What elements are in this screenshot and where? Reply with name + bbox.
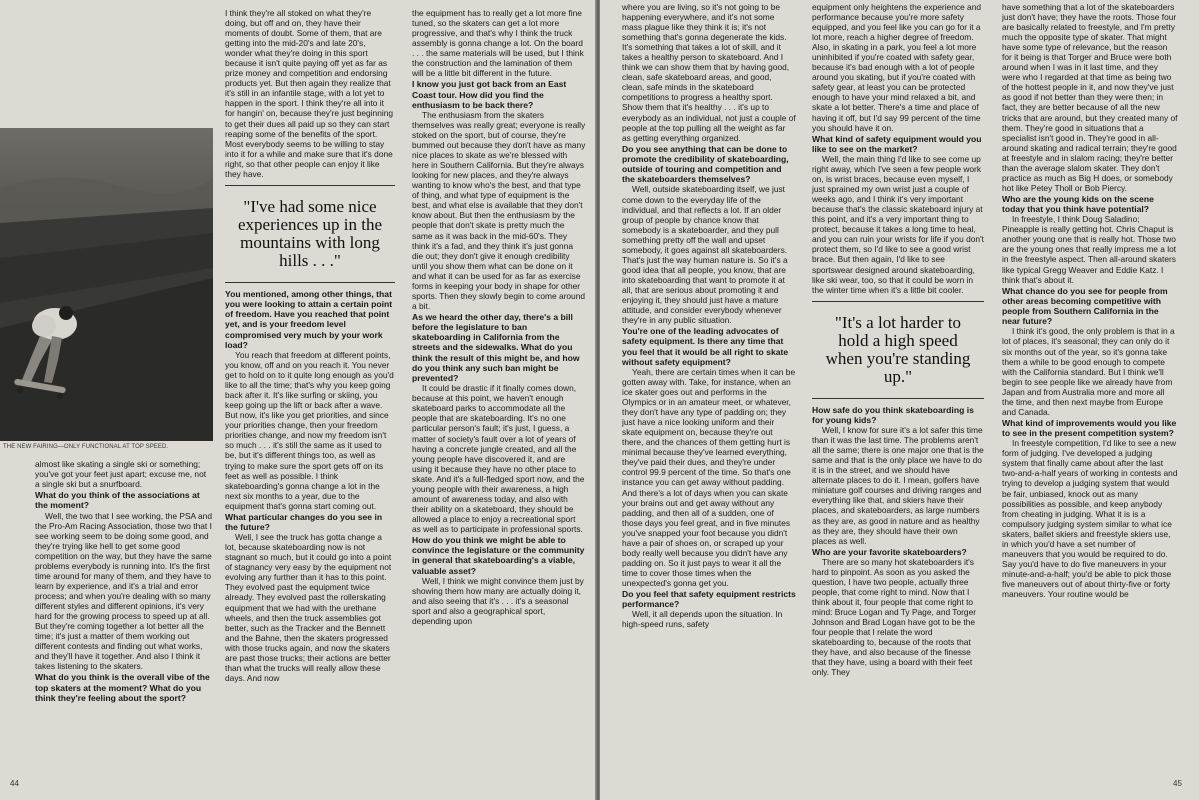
interview-paragraph: Well, I see the truck has gotta change a lot, because skateboarding now is not stagnant so much, but it could go into a point of stagnancy very easy by the equipment not evolving any further than it has to this point. They evolved past the equipment twice already. They evolved past the rollerskating equipment that we had with the urethane wheels, and then the truck assemblies got better, such as the Tracker and the Bennett and the Bahne, then the skaters progressed with those trucks again, and now the skaters are past those trucks; their actions are better than what the trucks will really allow these days. And now xyxy=(225,532,392,683)
interview-question: Who are the young kids on the scene today that you think have potential? xyxy=(1002,193,1154,215)
right-column-1 xyxy=(622,2,796,629)
interview-paragraph: Well, it all depends upon the situation. In high-speed runs, safety xyxy=(622,609,783,630)
left-column-2 xyxy=(225,8,395,683)
interview-question: What particular changes do you see in the future? xyxy=(225,511,383,532)
page-number-right: 45 xyxy=(1173,779,1182,788)
interview-question: What do you think is the overall vibe of the top skaters at the moment? What do you think they're feeling about the sport? xyxy=(35,672,210,703)
left-column-2-top xyxy=(225,8,395,179)
interview-paragraph: Well, the two that I see working, the PSA and the Pro-Am Racing Association, those two that I see working seem to be doing some good, and they're trying like hell to get some good competition on the way, but they have the same problems everybody is running into. It's the first time around for many of them, and they have to learn by experience, and it's a trial and error process; and when you're dealing with so many different styles and different opinions, it's very hard for the growing process to speed up at all. But they're coming together a lot better all the time; it's just a matter of them working out different contests and finding out what works, and they'll have it together. And also I think it takes listening to the skaters. xyxy=(35,510,212,672)
page-number-left: 44 xyxy=(10,779,19,788)
interview-paragraph: the equipment has to really get a lot more fine tuned, so the skaters can get a lot more progressive, and that's why I think the truck assembly is gonna change a lot. On the board . . . the same materials will be used, but I think the construction and the lamination of them will be a little bit different in the future. xyxy=(412,8,584,79)
left-column-3 xyxy=(412,8,586,626)
interview-paragraph: It could be drastic if it finally comes down, because at this point, we haven't enough skateboard parks to accommodate all the people that are skateboarding. It's no one particular person's fault; it's just, I guess, a matter of society's fault over a lot of years of having a concrete jungle created, and all the young people have discovered it, and are using it because they have no other place to skate. And it's a full-fledged sport now, and the young people with their awareness, a high amount of awareness today, and also with their ability on a skateboard, they should be allowed a place to enjoy a recreational sport as well as to participate in professional sports. xyxy=(412,383,585,534)
interview-question: What kind of safety equipment would you like to see on the market? xyxy=(812,133,982,154)
left-page xyxy=(0,0,596,800)
photo-caption: THE NEW FAIRING—ONLY FUNCTIONAL AT TOP SPEED. xyxy=(3,444,169,450)
pull-quote-left: "I've had some nice experiences up in the mountains with long hills . . ." xyxy=(225,185,395,283)
interview-paragraph: There are so many hot skateboarders it's hard to pinpoint. As soon as you asked the question, I have two people, actually three people, that come right to mind. Now that I think about it, four people that come right to mind: Bruce Logan and Ty Page, and Torger Johnson and Brad Logan have got to be the four people that I relate the word skateboarding to, because of the roots that they have, and also because of the finesse that they have, using a board with their feet only. They xyxy=(812,556,977,678)
pull-quote-right: "It's a lot harder to hold a high speed when you're standing up." xyxy=(812,301,984,399)
interview-question: Do you feel that safety equipment restricts performance? xyxy=(622,588,796,610)
interview-question: Who are your favorite skateboarders? xyxy=(812,546,967,557)
interview-question: How do you think we might be able to convince the legislature or the community in general that skateboarding's a viable, valuable asset? xyxy=(412,535,585,576)
interview-question: You're one of the leading advocates of safety equipment. Is there any time that you feel that it would be all right to skate without safety equipment? xyxy=(622,326,789,367)
interview-question: How safe do you think skateboarding is for young kids? xyxy=(812,404,974,425)
interview-paragraph: Yeah, there are certain times when it can be gotten away with. Take, for instance, when an ice skater goes out and performs in the Olympics or in an amateur meet, or whatever, they don't have any type of padding on; they just have a nice looking uniform and their skate equipment on, because they're out there, and the chances of them getting hurt is minimal because they've learned everything, they've paid their dues, and they're under control 99.9 percent of the time. So that's one instance you can get away without padding. And there's a lot of days when you can skate your brains out and get away without any padding, and then all of a sudden, one of those days you feel great, and in five minutes you've snapped your foot because you didn't have a pair of shoes on, or scraped up your body really well because you didn't have any padding on. So it just pays to wear it all the time to cover those times when the unexpected's gonna get you. xyxy=(622,366,796,588)
interview-paragraph: I think they're all stoked on what they're doing, but off and on, they have their moments of doubt. Some of them, that are getting into the mid-20's and late 20's, wonder what they're doing in this sport because it isn't quite paying off yet as far as prize money and competition and endorsing products yet. But then again they realize that it's still in an infantile stage, with a lot yet to happen in the sport. I think they're all into it for hangin' on, because they're just beginning to get their dues all paid up so they can start reaping some of the benefits of the sport. Most everybody seems to be willing to stay into it for a while and make sure that it's done right, so that other people can enjoy it like they have. xyxy=(225,8,394,179)
interview-paragraph: I think it's good, the only problem is that in a lot of places, it's seasonal; they can only do it six months out of the year, so it's gonna take them a while to be good enough to compete with the California standard. But I think we'll begin to see people like we already have from Japan and from Australia more and more all the time, and then next maybe from Europe and Canada. xyxy=(1002,326,1175,417)
right-column-3 xyxy=(1002,2,1178,599)
skater-photo xyxy=(0,128,213,441)
left-column-2-bottom xyxy=(225,289,395,683)
interview-paragraph: Well, outside skateboarding itself, we just come down to the everyday life of the individual, and that reflects a lot. If an older group of people by chance know that somebody is a skateboarder, and they pull something pretty off the wall and upset somebody, it goes against all skateboarders. That's just the way human nature is. So it's a good idea that all people, you know, that are into skateboarding that want to promote it at all, that are serious about promoting it and enjoying it, they should just have a mature attitude, and consider everybody whenever they're in any public situation. xyxy=(622,184,788,326)
interview-paragraph: equipment only heightens the experience and performance because you're more safety equipped, and you feel like you can go for it a lot more, reach a higher degree of freedom. Also, in skating in a park, you feel a lot more uninhibited if you're coated with safety gear, because it's bad enough with a lot of people around you skating, but if you're coated with safety gear, at least you can be protected enough to have your mind relaxed a bit, and skate a lot better. There's a time and place of having it off, but I'd say 99 percent of the time you should have it on. xyxy=(812,2,982,133)
interview-question: What kind of improvements would you like to see in the present competition system? xyxy=(1002,417,1177,439)
interview-paragraph: have something that a lot of the skateboarders just don't have; they have the roots. Those four are basically related to freestyle, and I'm pretty much the opposite type of skater. That might have some type of relevance, but the reason for it being is that Torger and Bruce were both around when I was in it last time, and they were who I regarded at that time as being two of the hottest people in it, and now they've just as good if not better than they were then; in fact, they are better because of all the new tricks that are around, but they created many of them. They're good in situations that a specialist isn't good in. They're good in all-around skating and radical terrain; they're good at freestyle and in slalom racing; they're better than the average slalom skater. They don't practice as much as Big H does, or somebody hot like Petey Tholl or Bob Piercy. xyxy=(1002,2,1178,193)
interview-paragraph: Well, I think we might convince them just by showing them how many are actually doing it, and also seeing that it's . . . it's a seasonal sport and also a geographical sport, depending upon xyxy=(412,575,584,626)
left-column-1 xyxy=(35,459,213,703)
skater-photo-illustration xyxy=(0,128,213,441)
interview-paragraph: The enthusiasm from the skaters themselves was really great; everyone is really stoked on the sport, but of course, they're bummed out because they don't have as many nice places to skate as we're blessed with here in Southern California. But they're always looking for new places, and they're always wanting to know who's the best, and that type of thing, and what type of equipment is the best, and what else is available that they don't know about. But then the enthusiasm by the people that don't skate is pretty much the same as it was back in the mid-60's. They think it's a fad, and they think it's just gonna die out; they don't give it enough credibility until you show them what can be done on it and what it can be used for as far as exercise forms in keeping your body in shape for other sports. Then they slowly begin to come around a bit. xyxy=(412,109,586,311)
right-column-2 xyxy=(812,2,984,677)
interview-paragraph: Well, the main thing I'd like to see come up right away, which I've seen a few people work on, is wrist braces, because even myself, I just sprained my own wrist just a couple of weeks ago, and I think it's very important because that's the classic skateboard injury at this point, and it's a very important thing to protect, because it takes a long time to heal, and you can ruin your wrists for life if you don't protect them, so I'd like to see a good wrist brace. But then again, I'd like to see sportswear designed around skateboarding, like ski wear, too, so that it could be worn in the winter time when it's a little bit cooler. xyxy=(812,154,984,295)
right-column-2-bottom xyxy=(812,405,984,678)
interview-paragraph: almost like skating a single ski or something; you've got your feet just apart; excuse me, not a single ski but a snurfboard. xyxy=(35,459,207,490)
interview-paragraph: where you are living, so it's not going to be happening everywhere, and it's not some mass plague like they think it is; it's not something that's gonna degenerate the kids. It's something that takes a lot of skill, and it takes a healthy person to skateboard. And I think we can show them that by having good, clean, safe skateboard areas, and good, clean, safe minds in the skateboard competitions to progress a healthy sport. Show them that it's healthy . . . it's up to everybody as an individual, not just a couple of people at the top pulling all the weight as far as getting everything organized. xyxy=(622,2,796,143)
interview-question: I know you just got back from an East Coast tour. How did you find the enthusiasm to be back there? xyxy=(412,79,567,110)
interview-question: As we heard the other day, there's a bill before the legislature to ban skateboarding in California from the streets and the sidewalks. What do you think the result of this might be, and how do you think any such ban might be prevented? xyxy=(412,311,580,384)
interview-question: What chance do you see for people from other areas becoming competitive with people from Southern California in the near future? xyxy=(1002,285,1168,327)
interview-question: What do you think of the associations at the moment? xyxy=(35,490,200,511)
interview-paragraph: Well, I know for sure it's a lot safer this time than it was the last time. The problems aren't all the same; there is one major one that is the same and that is the only place we have to do it is in the street, and we should have alternate places to do it. I mean, golfers have miniature golf courses and driving ranges and everything like that, and skiers have their places, and skateboarders, as large numbers as they are, as good in nature and as healthy as they are, they should have their own places as well. xyxy=(812,425,984,546)
interview-paragraph: In freestyle competition, I'd like to see a new form of judging. I've developed a judging system that finally came about after the last two-and-a-half years of working in contests and trying to develop a judging system that would be fair, unbiased, knock out as many possibilities as possible, and keep anybody from cheating in judging. What it is is a compulsory judging system similar to what ice skaters, ballet skiers and freestyle skiers use, in which you'd have a set number of maneuvers that you would be required to do. Say you'd have to do five maneuvers in your minute-and-a-half; you'd be able to pick those five maneuvers out of about thirty-five or forty maneuvers. Your routine would be xyxy=(1002,438,1178,599)
right-page xyxy=(600,0,1199,800)
interview-question: Do you see anything that can be done to promote the credibility of skateboarding, outside of touring and competition and the skateboarders themselves? xyxy=(622,143,789,185)
interview-question: You mentioned, among other things, that you were looking to attain a certain point of freedom. Have you reached that point yet, and is your freedom level compromised very much by your work load? xyxy=(225,288,393,350)
interview-paragraph: In freestyle, I think Doug Saladino; Pineapple is really getting hot. Chris Chaput is another young one that is really hot. Those two are the young ones that really impress me a lot in the freestyle aspect. Then all-around skaters like typical Gregg Weaver and Eddie Katz. I think that's about it. xyxy=(1002,214,1177,285)
right-column-2-top xyxy=(812,2,984,295)
interview-paragraph: You reach that freedom at different points, you know, off and on you reach it. You never get to hold on to it quite long enough as you'd like to all the time; that's why you keep going back after it. It's like surfing or skiing, you keep going up the lift or back after a wave. But now, it's like you get priorities, and since your priorities change, then your freedom priorities change, and now my freedom isn't so much . . . it's still the same as it used to be, but it's different things too, as well as trying to make sure the sport gets off on its feet as well as possible. I think skateboarding's gonna change a lot in the next six months to a year, due to the equipment that's gonna start coming out. xyxy=(225,350,394,511)
